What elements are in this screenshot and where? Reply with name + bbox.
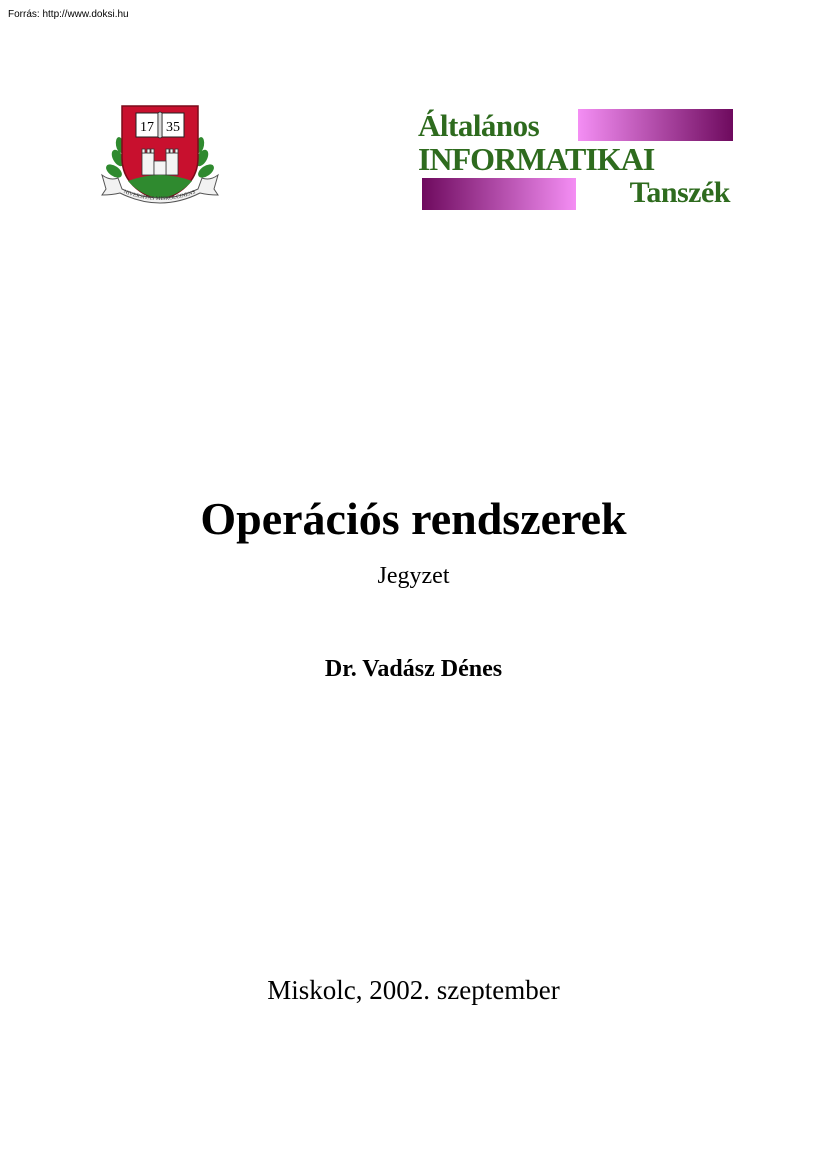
logo-line-2: INFORMATIKAI: [418, 141, 655, 177]
logo-bar-bottom: [422, 178, 576, 210]
crest-motto: NIVERSITAS MISKOLCINENS: [122, 189, 197, 203]
document-author: Dr. Vadász Dénes: [324, 656, 503, 682]
university-crest: [100, 103, 220, 213]
source-note: Forrás: http://www.doksi.hu: [8, 9, 129, 20]
document-title: Operációs rendszerek: [200, 493, 627, 544]
crest-year-left: 17: [140, 120, 154, 135]
crest-year-right: 35: [166, 120, 180, 135]
logo-bar-top: [578, 109, 733, 141]
department-logo: [418, 108, 734, 212]
document-subtitle: Jegyzet: [377, 563, 450, 589]
logo-line-3: Tanszék: [629, 176, 730, 209]
logo-line-1: Általános: [418, 108, 540, 143]
place-and-date: Miskolc, 2002. szeptember: [267, 975, 560, 1005]
